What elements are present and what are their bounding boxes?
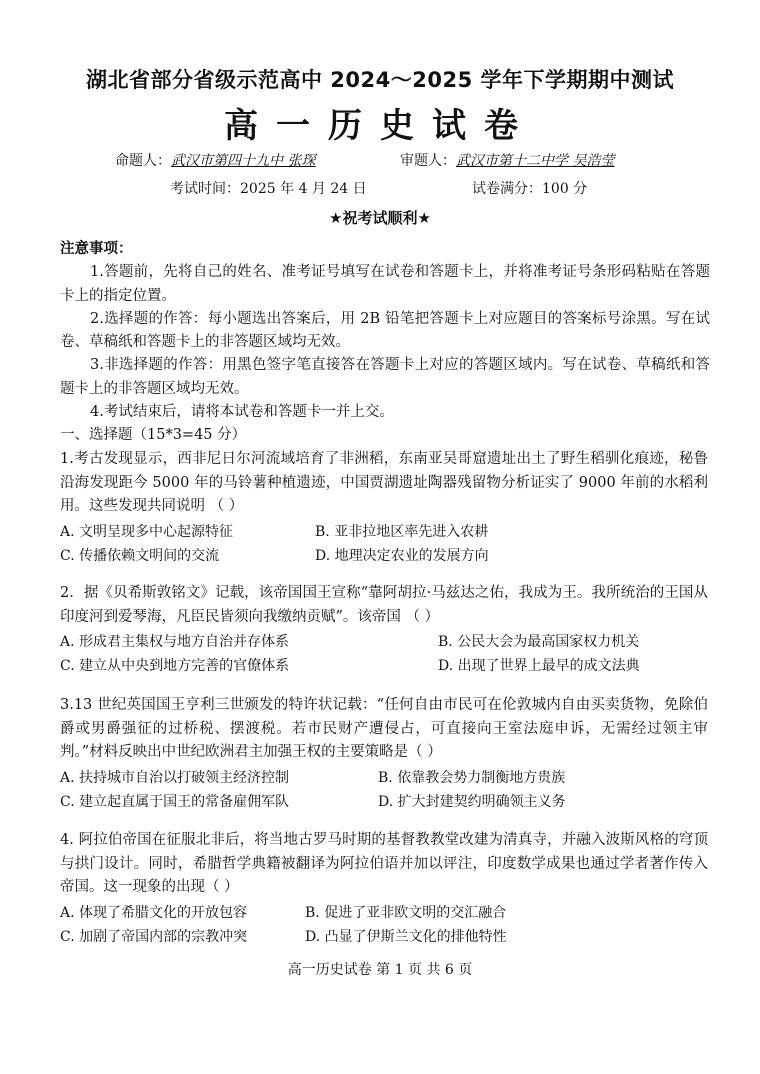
question-stem: 3.13 世纪英国国王亨利三世颁发的特许状记载：“任何自由市民可在伦敦城内自由买卖货物，免除伯爵或男爵强征的过桥税、摆渡税。若市民财产遭侵占，可直接向王室法庭申诉，无需经过领主审判。”材料反映出中世纪欧洲君主加强王权的主要策略是（ ） bbox=[60, 697, 708, 760]
option-d[interactable]: D. 凸显了伊斯兰文化的排他特性 bbox=[305, 928, 507, 945]
question-3 bbox=[60, 694, 708, 815]
option-d[interactable]: D. 地理决定农业的发展方向 bbox=[315, 547, 489, 564]
question-2 bbox=[60, 582, 708, 679]
notes-heading: 注意事项： bbox=[60, 241, 133, 257]
option-b[interactable]: B. 亚非拉地区率先进入农耕 bbox=[315, 523, 489, 540]
setter-line bbox=[115, 150, 315, 170]
option-a[interactable]: A. 体现了希腊文化的开放包容 bbox=[60, 904, 248, 921]
options-row bbox=[60, 655, 708, 679]
reviewer-label: 审题人： bbox=[400, 153, 456, 169]
question-4 bbox=[60, 829, 708, 950]
note-item: 4.考试结束后，请将本试卷和答题卡一并上交。 bbox=[90, 404, 394, 421]
option-c[interactable]: C. 加剧了帝国内部的宗教冲突 bbox=[60, 928, 248, 945]
options-row bbox=[60, 521, 708, 545]
note-item: 2.选择题的作答：每小题选出答案后，用 2B 铅笔把答题卡上对应题目的答案标号涂黑。写在试卷、草稿纸和答题卡上的非答题区域均无效。 bbox=[60, 310, 710, 351]
reviewer-line bbox=[400, 150, 614, 170]
notes-section bbox=[60, 238, 710, 448]
option-a[interactable]: A. 形成君主集权与地方自治并存体系 bbox=[60, 634, 290, 650]
option-b[interactable]: B. 公民大会为最高国家权力机关 bbox=[438, 634, 640, 650]
exam-time: 考试时间：2025 年 4 月 24 日 bbox=[170, 181, 367, 197]
note-item: 3.非选择题的作答：用黑色签字笔直接答在答题卡上对应的答题区域内。写在试卷、草稿纸和答题卡上的非答题区域均无效。 bbox=[60, 357, 710, 397]
page-footer: 高一历史试卷 第 1 页 共 6 页 bbox=[287, 962, 473, 978]
question-stem: 4. 阿拉伯帝国在征服北非后，将当地古罗马时期的基督教教堂改建为清真寺，并融入波斯风格的穹顶与拱门设计。同时，希腊哲学典籍被翻译为阿拉伯语并加以评注，印度数学成果也通过学者著作传入帝国。这一现象的出现（ ） bbox=[60, 832, 708, 895]
option-c[interactable]: C. 传播依赖文明间的交流 bbox=[60, 547, 220, 564]
option-c[interactable]: C. 建立从中央到地方完善的官僚体系 bbox=[60, 658, 290, 674]
option-c[interactable]: C. 建立起直属于国王的常备雇佣军队 bbox=[60, 793, 290, 810]
setter-label: 命题人： bbox=[115, 153, 171, 169]
subject-title: 高一历史试卷 bbox=[224, 106, 536, 146]
question-1 bbox=[60, 448, 708, 569]
option-a[interactable]: A. 扶持城市自治以打破领主经济控制 bbox=[60, 769, 290, 786]
options-row bbox=[60, 631, 708, 655]
options-row bbox=[60, 902, 708, 926]
option-a[interactable]: A. 文明呈现多中心起源特征 bbox=[60, 523, 234, 540]
option-d[interactable]: D. 出现了世界上最早的成文法典 bbox=[438, 658, 640, 674]
option-d[interactable]: D. 扩大封建契约明确领主义务 bbox=[378, 793, 566, 810]
options-row bbox=[60, 926, 708, 950]
options-row bbox=[60, 791, 708, 815]
option-b[interactable]: B. 依靠教会势力制衡地方贵族 bbox=[378, 769, 566, 786]
options-row bbox=[60, 767, 708, 791]
section-title: 一、选择题（15*3=45 分） bbox=[60, 427, 247, 444]
setter-name: 武汉市第四十九中 张琛 bbox=[171, 153, 316, 169]
question-stem: 2．据《贝希斯敦铭文》记载，该帝国国王宣称“靠阿胡拉·马兹达之佑，我成为王。我所统治的王国从印度河到爱琴海，凡臣民皆须向我缴纳贡赋”。该帝国 （ ） bbox=[60, 585, 708, 625]
reviewer-name: 武汉市第十二中学 吴浩莹 bbox=[456, 153, 615, 169]
note-item: 1.答题前，先将自己的姓名、准考证号填写在试卷和答题卡上，并将准考证号条形码粘贴在答题卡上的指定位置。 bbox=[60, 264, 710, 304]
exam-title: 湖北省部分省级示范高中 2024～2025 学年下学期期中测试 bbox=[85, 68, 674, 92]
good-luck-wish: ★祝考试顺利★ bbox=[329, 209, 431, 227]
exam-score: 试卷满分：100 分 bbox=[472, 181, 588, 197]
question-stem: 1.考古发现显示，西非尼日尔河流域培育了非洲稻，东南亚吴哥窟遗址出土了野生稻驯化痕迹，秘鲁沿海发现距今 5000 年的马铃薯种植遗迹，中国贾湖遗址陶器残留物分析证实了 9000 年前的水稻利用。这些发现共同说明 （ ） bbox=[60, 451, 708, 514]
option-b[interactable]: B. 促进了亚非欧文明的交汇融合 bbox=[305, 904, 507, 921]
options-row bbox=[60, 545, 708, 569]
